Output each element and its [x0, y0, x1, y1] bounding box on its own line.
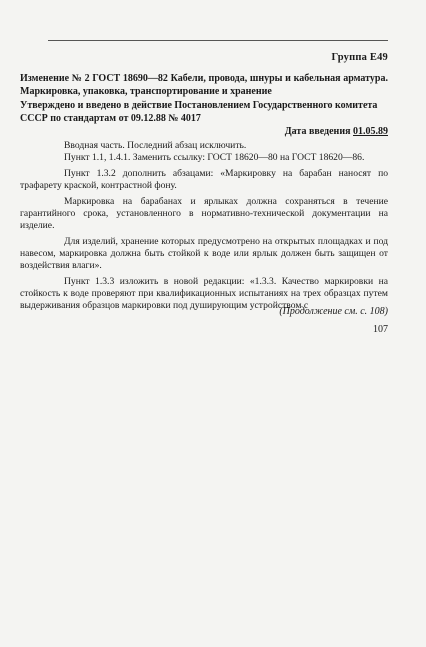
effective-date: 01.05.89: [353, 126, 388, 137]
effective-date-line: [285, 126, 388, 137]
approval-statement: Утверждено и введено в действие Постановлением Государственного комитета СССР по стандартам от 09.12.88 № 4017: [20, 100, 378, 124]
page-number: 107: [373, 324, 388, 335]
paragraph-outdoor-storage: Для изделий, хранение которых предусмотрено на открытых площадках и под навесом, маркировка должна быть стойкой к воде или ярлык должен быть защищен от воздействия влаги».: [20, 236, 388, 271]
top-rule: [48, 40, 388, 41]
continuation-note: (Продолжение см. с. 108): [279, 306, 388, 317]
paragraph-reference: Пункт 1.1, 1.4.1. Заменить ссылку: ГОСТ 18620—80 на ГОСТ 18620—86.: [64, 152, 365, 163]
paragraph-intro: Вводная часть. Последний абзац исключить.: [64, 140, 247, 151]
paragraph-item-1-3-3: Пункт 1.3.3 изложить в новой редакции: «1.3.3. Качество маркировки на стойкость к воде проверяют при квалификационных испытаниях на трех образцах путем выдерживания образцов маркировки под душирующим устройством с: [20, 276, 388, 311]
amendment-title: Изменение № 2 ГОСТ 18690—82 Кабели, провода, шнуры и кабельная арматура. Маркировка, упаковка, транспортирование и хранение: [20, 73, 388, 97]
group-code: Группа Е49: [331, 52, 388, 63]
document-body: [20, 140, 388, 312]
effective-date-label: Дата введения: [284, 126, 351, 137]
paragraph-item-1-3-2: Пункт 1.3.2 дополнить абзацами: «Маркировку на барабан наносят по трафарету краской, контрастной фону.: [20, 168, 388, 191]
paragraph-marking-duration: Маркировка на барабанах и ярлыках должна сохраняться в течение гарантийного срока, установленного в нормативно-технической документации на изделие.: [20, 196, 388, 231]
